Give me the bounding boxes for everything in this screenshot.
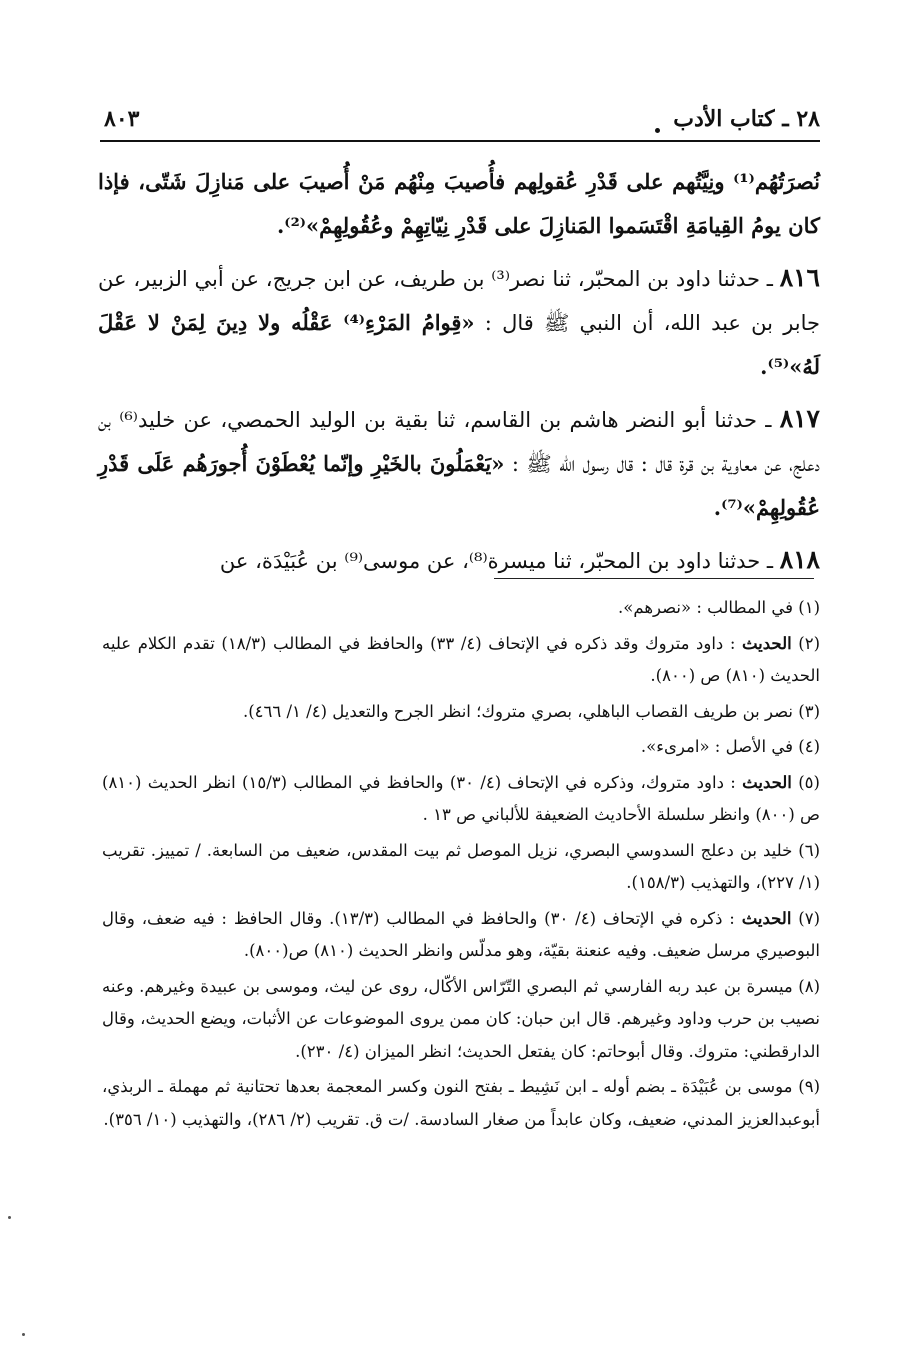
footnote-text: : ذكره في الإتحاف (٤/ ٣٠) والحافظ في المطالب (١٣/٣). وقال الحافظ : فيه ضعف، وقال البوصيري مرسل ضعيف. وفيه عنعنة بقيّة، وهو مدلّس وانظر الحديث (٨١٠) ص(٨٠٠). bbox=[102, 908, 820, 960]
footnote-text: : داود متروك وقد ذكره في الإتحاف (٤/ ٣٣) والحافظ في المطالب (١٨/٣) تقدم الكلام عليه الحديث (٨١٠) ص (٨٠٠). bbox=[102, 633, 820, 685]
isnad-text: ـ حدثنا أبو النضر هاشم بن القاسم، ثنا بقية بن الوليد الحمصي، عن خليد⁽⁶⁾ بن دعلج، عن معاوية بن قرة قال : قال رسول الله ﷺ : bbox=[98, 408, 820, 476]
hadith-816 bbox=[98, 256, 820, 389]
footnote-text: (٣) نصر بن طريف القصاب الباهلي، بصري متروك؛ انظر الجرح والتعديل (٤/ ١/ ٤٦٦). bbox=[242, 701, 820, 721]
scan-speck bbox=[22, 1333, 25, 1336]
running-header bbox=[104, 92, 820, 132]
main-text bbox=[98, 160, 820, 591]
footnote-keyword: الحديث bbox=[742, 772, 792, 792]
header-dot bbox=[655, 128, 660, 133]
footnote-text: (٩) موسى بن عُبَيْدَة ـ بضم أوله ـ ابن نَشِيط ـ بفتح النون وكسر المعجمة بعدها تحتانية ثم مهملة ـ الربذي، أبوعبدالعزيز المدني، ضعيف، وكان عابداً من صغار السادسة. /ت ق. تقريب (٢/ ٢٨٦)، والتهذيب (١٠/ ٣٥٦). bbox=[102, 1077, 820, 1129]
header-rule bbox=[100, 140, 820, 142]
footnote-number: (٢) bbox=[798, 633, 820, 653]
isnad-text: ـ حدثنا داود بن المحبّر، ثنا نصر⁽³⁾ بن طريف، عن ابن جريج، عن أبي الزبير، عن جابر بن عبد الله، أن النبي ﷺ قال : bbox=[98, 267, 821, 335]
footnote-1 bbox=[102, 592, 820, 625]
footnotes bbox=[102, 592, 820, 1139]
footnote-number: (٧) bbox=[798, 908, 820, 928]
footnote-rule bbox=[494, 578, 814, 579]
footnote-keyword: الحديث bbox=[741, 908, 792, 928]
hadith-number: ٨١٦ bbox=[779, 263, 820, 292]
hadith-number: ٨١٧ bbox=[779, 404, 820, 433]
footnote-5 bbox=[102, 767, 820, 832]
hadith-text: نُصرَتُهُم⁽¹⁾ ونِيَّتُهم على قَدْرِ عُقولِهم فأُصيبَ مِنْهُم مَنْ أُصيبَ على مَنازِلَ شَتّى، فإذا كان يومُ القِيامَةِ اقْتَسَموا المَنازِلَ على قَدْرِ نِيّاتِهِمْ وعُقُولِهِمْ»⁽²⁾. bbox=[98, 169, 820, 238]
footnote-number: (٥) bbox=[798, 772, 820, 792]
footnote-text: (١) في المطالب : «نصرهم». bbox=[618, 598, 820, 617]
page-number: ٨٠٣ bbox=[104, 106, 140, 132]
footnote-3 bbox=[102, 696, 820, 729]
chapter-title: ٢٨ ـ كتاب الأدب bbox=[673, 106, 820, 132]
hadith-817 bbox=[98, 397, 820, 530]
hadith-text: «قِوامُ المَرْءِ⁽⁴⁾ عَقْلُه ولا دِينَ لِمَنْ لا عَقْلَ لَهُ»⁽⁵⁾. bbox=[98, 310, 820, 379]
footnote-keyword: الحديث bbox=[741, 633, 792, 653]
hadith-text: «يَعْمَلُونَ بالخَيْرِ وإنّما يُعْطَوْنَ أُجورَهُم عَلَى قَدْرِ عُقُولِهِمْ»⁽⁷⁾. bbox=[98, 451, 820, 520]
footnote-8 bbox=[102, 971, 820, 1069]
footnote-4 bbox=[102, 731, 820, 764]
isnad-text: ـ حدثنا داود بن المحبّر، ثنا ميسرة⁽⁸⁾، عن موسى⁽⁹⁾ بن عُبَيْدَة، عن bbox=[219, 549, 774, 573]
footnote-text: : داود متروك، وذكره في الإتحاف (٤/ ٣٠) والحافظ في المطالب (١٥/٣) انظر الحديث (٨١٠) ص (٨٠٠) وانظر سلسلة الأحاديث الضعيفة للألباني ص ١٣ . bbox=[102, 772, 820, 824]
footnote-text: (٤) في الأصل : «امرىء». bbox=[640, 737, 820, 756]
footnote-9 bbox=[102, 1071, 820, 1136]
footnote-2 bbox=[102, 628, 820, 693]
footnote-text: (٨) ميسرة بن عبد ربه الفارسي ثم البصري التّرّاس الأكّال، روى عن ليث، وموسى بن عبيدة وغيرهم. وعنه نصيب بن حرب وداود وغيرهم. قال ابن حبان: كان ممن يروى الموضوعات عن الأثبات، ويضع الحديث، وقال الدارقطني: متروك. وقال أبوحاتم: كان يفتعل الحديث؛ انظر الميزان (٤/ ٢٣٠). bbox=[102, 976, 820, 1061]
footnote-6 bbox=[102, 835, 820, 900]
footnote-text: (٦) خليد بن دعلج السدوسي البصري، نزيل الموصل ثم بيت المقدس، ضعيف من السابعة. / تمييز. تقريب (١/ ٢٢٧)، والتهذيب (١٥٨/٣). bbox=[102, 840, 820, 892]
hadith-number: ٨١٨ bbox=[779, 545, 820, 574]
footnote-7 bbox=[102, 903, 820, 968]
hadith-818 bbox=[98, 538, 820, 583]
scan-speck bbox=[8, 1216, 11, 1219]
paragraph-continuation bbox=[98, 160, 820, 248]
